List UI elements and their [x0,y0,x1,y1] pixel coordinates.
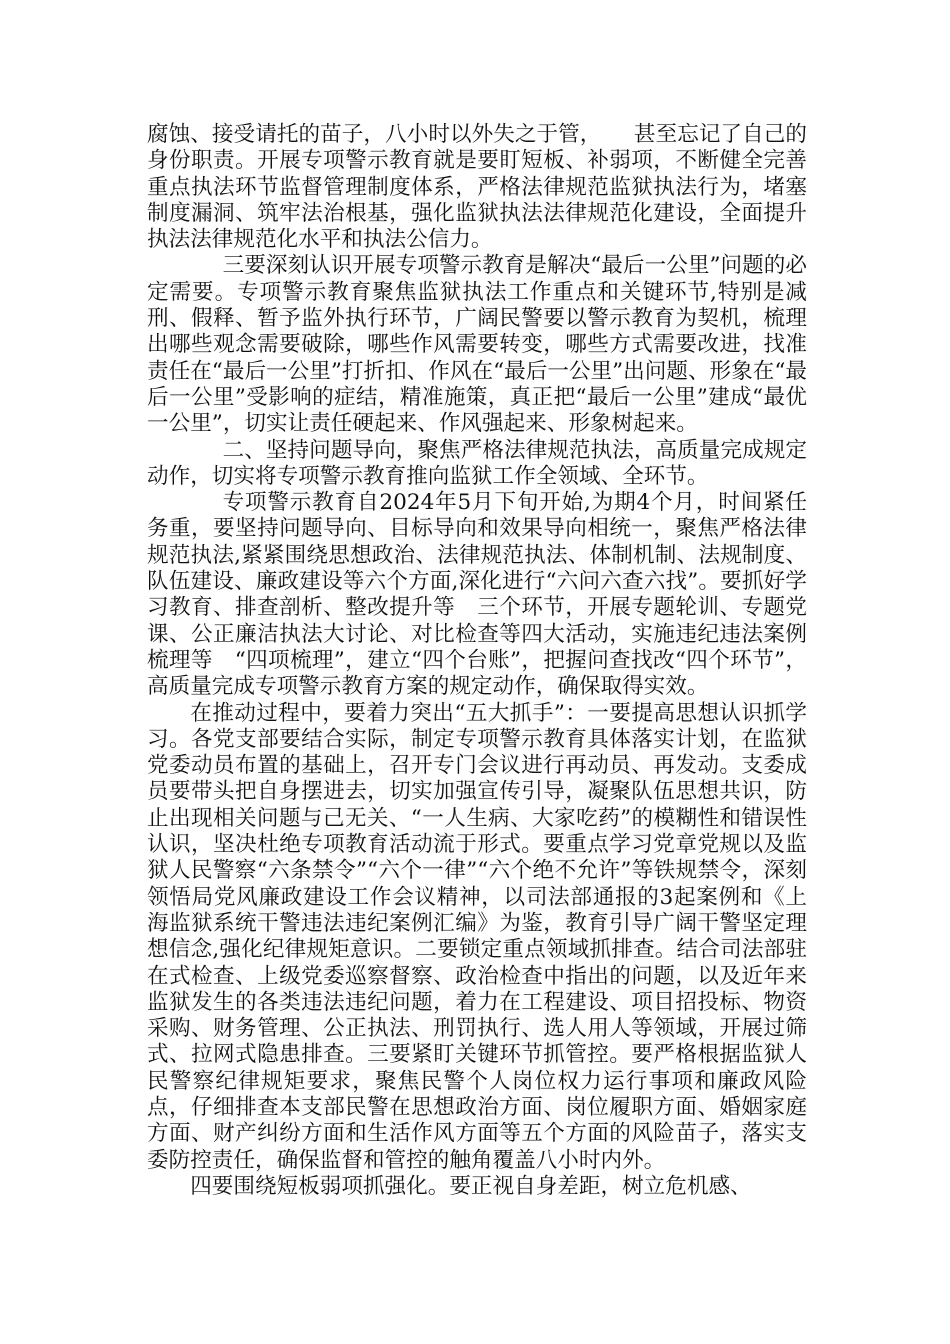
paragraph-3-section-heading: 二、坚持问题导向，聚焦严格法律规范执法，高质量完成规定动作，切实将专项警示教育推向监狱工作全领域、全环节。 [147,437,807,489]
paragraph-6: 四要围绕短板弱项抓强化。要正视自身差距，树立危机感、 [190,1173,752,1199]
document-body [147,122,807,1200]
paragraph-1: 腐蚀、接受请托的苗子，八小时以外失之于管， 甚至忘记了自己的身份职责。开展专项警示教育就是要盯短板、补弱项，不断健全完善重点执法环节监督管理制度体系，严格法律规范监狱执法行为，堵塞制度漏洞、筑牢法治根基，强化监狱执法法律规范化建设，全面提升执法法律规范化水平和执法公信力。 [147,122,807,253]
paragraph-2: 三要深刻认识开展专项警示教育是解决“最后一公里”问题的必定需要。专项警示教育聚焦监狱执法工作重点和关键环节,特别是减刑、假释、暂予监外执行环节，广阔民警要以警示教育为契机，梳理出哪些观念需要破除，哪些作风需要转变，哪些方式需要改进，找准责任在“最后一公里”打折扣、作风在“最后一公里”出问题、形象在“最后一公里”受影响的症结，精准施策，真正把“最后一公里”建成“最优一公里”，切实让责任硬起来、作风强起来、形象树起来。 [147,253,807,437]
paragraph-4: 专项警示教育自2024年5月下旬开始,为期4个月，时间紧任务重，要坚持问题导向、目标导向和效果导向相统一，聚焦严格法律规范执法,紧紧围绕思想政治、法律规范执法、体制机制、法规制度、队伍建设、廉政建设等六个方面,深化进行“六问六查六找”。要抓好学习教育、排查剖析、整改提升等 三个环节，开展专题轮训、专题党课、公正廉洁执法大讨论、对比检查等四大活动，实施违纪违法案例梳理等 “四项梳理”，建立“四个台账”，把握问查找改“四个环节”，高质量完成专项警示教育方案的规定动作，确保取得实效。 [147,490,807,700]
paragraph-5: 在推动过程中，要着力突出“五大抓手”：一要提高思想认识抓学习。各党支部要结合实际，制定专项警示教育具体落实计划，在监狱党委动员布置的基础上，召开专门会议进行再动员、再发动。支委成员要带头把自身摆进去，切实加强宣传引导，凝聚队伍思想共识，防止出现相关问题与己无关、“一人生病、大家吃药”的模糊性和错误性认识，坚决杜绝专项教育活动流于形式。要重点学习党章党规以及监狱人民警察“六条禁令”“六个一律”“六个绝不允许”等铁规禁令，深刻领悟局党风廉政建设工作会议精神，以司法部通报的3起案例和《上海监狱系统干警违法违纪案例汇编》为鉴，教育引导广阔干警坚定理想信念,强化纪律规矩意识。二要锁定重点领域抓排查。结合司法部驻在式检查、上级党委巡察督察、政治检查中指出的问题，以及近年来监狱发生的各类违法违纪问题，着力在工程建设、项目招投标、物资采购、财务管理、公正执法、刑罚执行、选人用人等领域，开展过筛式、拉网式隐患排查。三要紧盯关键环节抓管控。要严格根据监狱人民警察纪律规矩要求，聚焦民警个人岗位权力运行事项和廉政风险点，仔细排查本支部民警在思想政治方面、岗位履职方面、婚姻家庭方面、财产纠纷方面和生活作风方面等五个方面的风险苗子，落实支委防控责任，确保监督和管控的触角覆盖八小时内外。 [147,700,807,1173]
